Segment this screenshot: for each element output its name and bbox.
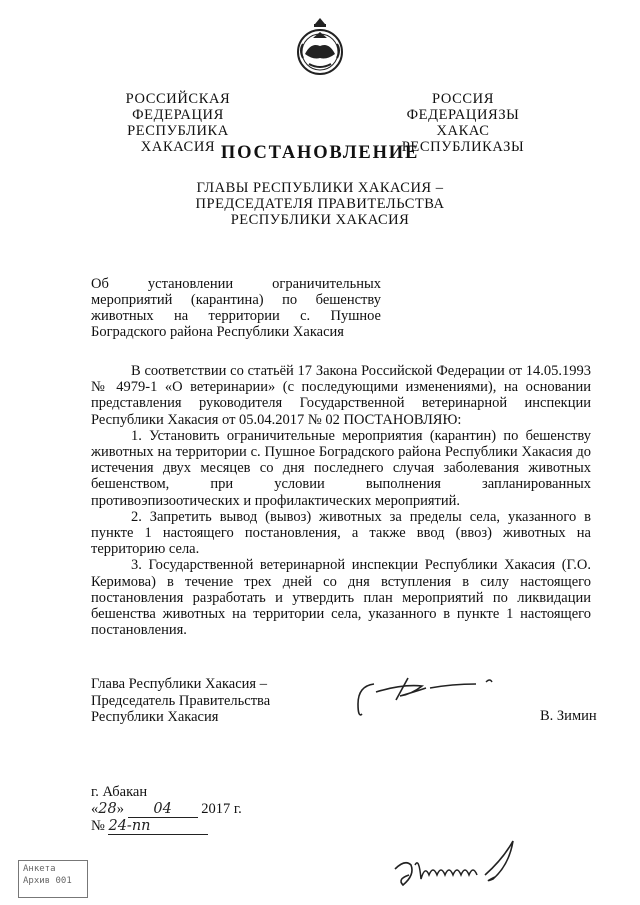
- subtitle-line-2: ПРЕДСЕДАТЕЛЯ ПРАВИТЕЛЬСТВА: [195, 196, 445, 212]
- document-body: [91, 363, 591, 638]
- date-year: 2017 г.: [201, 801, 242, 817]
- stamp-line-1: Анкета: [23, 864, 56, 874]
- header-left-line-2: РЕСПУБЛИКА ХАКАСИЯ: [127, 123, 229, 155]
- handwritten-signature: [352, 670, 502, 730]
- signatory-name: В. Зимин: [540, 708, 597, 724]
- number-value: 24-пп: [108, 819, 208, 835]
- document-subject: Об установлении ограничительных мероприятий (карантина) по бешенству животных на территории с. Пушное Боградского района Республики Хакасия: [91, 276, 381, 340]
- signatory-position-line-1: Глава Республики Хакасия –: [91, 676, 267, 692]
- body-paragraph-3: 3. Государственной ветеринарной инспекции Республики Хакасия (Г.О. Керимова) в течение трех дней со дня вступления в силу настоящего постановления разработать и утвердить план мероприятий по ликвидации бешенства животных на территории села, указанного в пункте 1 настоящего постановления.: [91, 557, 591, 639]
- document-title: ПОСТАНОВЛЕНИЕ: [220, 143, 420, 163]
- document-footer: [91, 784, 291, 835]
- document-number: [91, 818, 291, 835]
- date-day: 28: [98, 801, 117, 817]
- header-right-line-2: ХАКАС РЕСПУБЛИКАЗЫ: [401, 123, 525, 155]
- signatory-position-line-2: Председатель Правительства: [91, 692, 271, 709]
- stamp-line-2: Архив 001: [23, 876, 72, 886]
- body-paragraph-2: 2. Запретить вывод (вывоз) животных за пределы села, указанного в пункте 1 настоящего постановления, а также ввод (ввоз) животных на территорию села.: [91, 508, 591, 558]
- coat-of-arms-emblem: [291, 14, 349, 76]
- city: г. Абакан: [91, 784, 148, 800]
- subtitle-line-1: ГЛАВЫ РЕСПУБЛИКИ ХАКАСИЯ –: [196, 180, 444, 196]
- document-subtitle: [150, 180, 490, 228]
- signatory-position-line-3: Республики Хакасия: [91, 709, 219, 725]
- number-prefix: №: [91, 818, 105, 834]
- header-left-line-1: РОССИЙСКАЯ ФЕДЕРАЦИЯ: [125, 91, 231, 123]
- signatory-position: [91, 676, 321, 726]
- header-right-line-1: РОССИЯ ФЕДЕРАЦИЯЗЫ: [406, 91, 520, 123]
- date-month: 04: [128, 802, 198, 818]
- subtitle-line-3: РЕСПУБЛИКИ ХАКАСИЯ: [230, 212, 410, 228]
- body-paragraph-intro: В соответствии со статьёй 17 Закона Российской Федерации от 14.05.1993 № 4979-1 «О ветеринарии» (с последующими изменениями), на основании представления руководителя Государственной ветеринарной инспекции Республики Хакасия от 05.04.2017 № 02 ПОСТАНОВЛЯЮ:: [91, 363, 591, 428]
- document-date: «28» 04 2017 г.: [91, 801, 242, 817]
- body-paragraph-1: 1. Установить ограничительные мероприятия (карантин) по бешенству животных на территории с. Пушное Боградского района Республики Хакасия до истечения двух месяцев со дня последнего случая заболевания животных бешенством, при условии выполнения запланированных противоэпизоотических и профилактических мероприятий.: [91, 427, 591, 509]
- handwritten-mark: [385, 835, 530, 895]
- archive-stamp: [18, 860, 88, 898]
